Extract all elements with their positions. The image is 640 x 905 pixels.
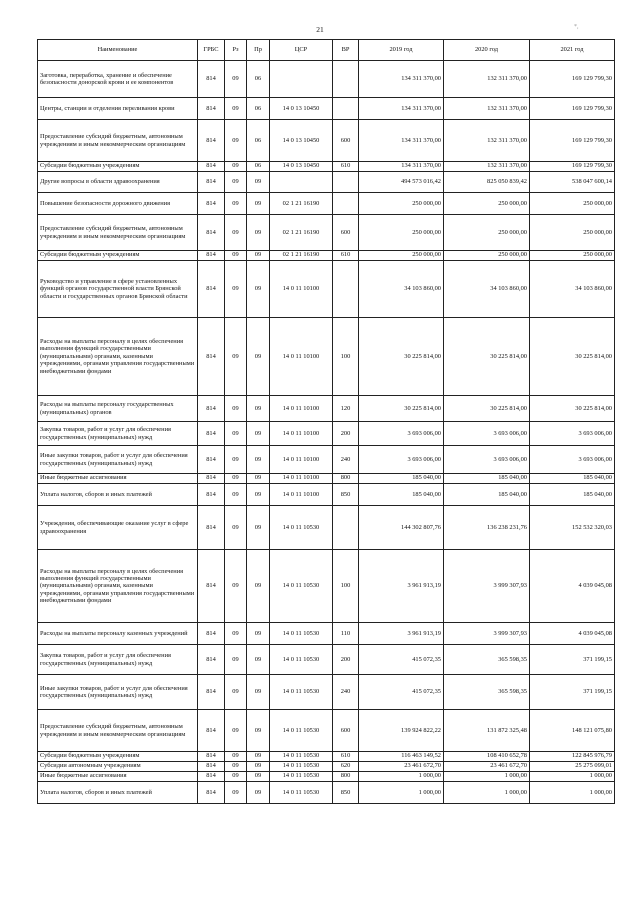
- cell-grbs: 814: [198, 484, 225, 506]
- cell-y2021: 1 000,00: [530, 772, 615, 782]
- cell-y2020: 250 000,00: [444, 193, 530, 215]
- cell-pr: 09: [247, 762, 270, 772]
- cell-y2021: 538 047 600,14: [530, 172, 615, 193]
- cell-rz: 09: [225, 710, 247, 752]
- cell-csr: 14 0 11 10100: [270, 422, 333, 446]
- table-row: [38, 710, 615, 752]
- cell-csr: 14 0 11 10530: [270, 675, 333, 710]
- cell-y2021: 169 129 799,30: [530, 120, 615, 162]
- cell-vr: 610: [333, 752, 359, 762]
- cell-pr: 06: [247, 162, 270, 172]
- cell-name: Иные бюджетные ассигнования: [38, 474, 198, 484]
- cell-y2020: 132 311 370,00: [444, 98, 530, 120]
- cell-rz: 09: [225, 645, 247, 675]
- cell-csr: 14 0 11 10100: [270, 396, 333, 422]
- cell-rz: 09: [225, 98, 247, 120]
- cell-name: Центры, станции и отделения переливания крови: [38, 98, 198, 120]
- cell-vr: [333, 61, 359, 98]
- table-row: [38, 172, 615, 193]
- cell-vr: 100: [333, 550, 359, 623]
- cell-y2021: 30 225 814,00: [530, 318, 615, 396]
- cell-name: Предоставление субсидий бюджетным, автономным учреждениям и иным некоммерческим организациям: [38, 215, 198, 251]
- cell-name: Уплата налогов, сборов и иных платежей: [38, 484, 198, 506]
- cell-y2021: 122 845 976,79: [530, 752, 615, 762]
- cell-rz: 09: [225, 623, 247, 645]
- cell-name: Субсидии автономным учреждениям: [38, 762, 198, 772]
- cell-y2020: 365 598,35: [444, 675, 530, 710]
- cell-y2020: 23 461 672,70: [444, 762, 530, 772]
- cell-name: Уплата налогов, сборов и иных платежей: [38, 782, 198, 804]
- cell-y2019: 116 463 149,52: [359, 752, 444, 762]
- cell-y2021: 1 000,00: [530, 782, 615, 804]
- table-row: [38, 762, 615, 772]
- cell-y2021: 250 000,00: [530, 193, 615, 215]
- table-row: [38, 162, 615, 172]
- cell-rz: 09: [225, 193, 247, 215]
- cell-y2021: 169 129 799,30: [530, 162, 615, 172]
- cell-vr: 200: [333, 645, 359, 675]
- cell-grbs: 814: [198, 446, 225, 474]
- cell-y2019: 134 311 370,00: [359, 162, 444, 172]
- cell-y2021: 185 040,00: [530, 484, 615, 506]
- header-2019: 2019 год: [359, 40, 444, 61]
- cell-y2020: 3 693 006,00: [444, 422, 530, 446]
- cell-rz: 09: [225, 61, 247, 98]
- cell-pr: 09: [247, 215, 270, 251]
- cell-grbs: 814: [198, 120, 225, 162]
- cell-pr: 09: [247, 645, 270, 675]
- cell-pr: 06: [247, 120, 270, 162]
- header-pr: Пр: [247, 40, 270, 61]
- table-row: [38, 752, 615, 762]
- cell-y2021: 250 000,00: [530, 251, 615, 261]
- cell-y2021: 3 693 006,00: [530, 446, 615, 474]
- cell-vr: 100: [333, 318, 359, 396]
- table-row: [38, 396, 615, 422]
- cell-pr: 09: [247, 752, 270, 762]
- cell-vr: 600: [333, 215, 359, 251]
- table-row: [38, 261, 615, 318]
- table-row: [38, 675, 615, 710]
- cell-rz: 09: [225, 261, 247, 318]
- cell-y2019: 23 461 672,70: [359, 762, 444, 772]
- cell-vr: [333, 98, 359, 120]
- cell-vr: 200: [333, 422, 359, 446]
- cell-rz: 09: [225, 162, 247, 172]
- table-row: [38, 772, 615, 782]
- cell-name: Учреждения, обеспечивающие оказание услуг в сфере здравоохранения: [38, 506, 198, 550]
- table-body: [38, 61, 615, 804]
- cell-y2020: 365 598,35: [444, 645, 530, 675]
- cell-grbs: 814: [198, 251, 225, 261]
- cell-y2020: 132 311 370,00: [444, 120, 530, 162]
- cell-rz: 09: [225, 172, 247, 193]
- cell-y2019: 3 693 006,00: [359, 446, 444, 474]
- cell-grbs: 814: [198, 422, 225, 446]
- cell-grbs: 814: [198, 762, 225, 772]
- cell-csr: [270, 172, 333, 193]
- cell-name: Предоставление субсидий бюджетным, автономным учреждениям и иным некоммерческим организациям: [38, 120, 198, 162]
- cell-y2020: 30 225 814,00: [444, 396, 530, 422]
- cell-csr: 14 0 11 10100: [270, 446, 333, 474]
- cell-y2019: 1 000,00: [359, 772, 444, 782]
- cell-y2019: 3 961 913,19: [359, 550, 444, 623]
- cell-y2019: 30 225 814,00: [359, 318, 444, 396]
- cell-y2020: 34 103 860,00: [444, 261, 530, 318]
- cell-name: Расходы на выплаты персоналу казенных учреждений: [38, 623, 198, 645]
- cell-pr: 09: [247, 484, 270, 506]
- cell-y2020: 185 040,00: [444, 484, 530, 506]
- cell-y2021: 152 532 320,03: [530, 506, 615, 550]
- cell-vr: 610: [333, 162, 359, 172]
- table-row: [38, 251, 615, 261]
- cell-csr: 02 1 21 16190: [270, 193, 333, 215]
- cell-pr: 09: [247, 446, 270, 474]
- cell-csr: 14 0 11 10530: [270, 710, 333, 752]
- cell-vr: 850: [333, 782, 359, 804]
- table-row: [38, 782, 615, 804]
- cell-csr: 14 0 11 10100: [270, 318, 333, 396]
- cell-y2021: 148 121 075,80: [530, 710, 615, 752]
- budget-table: [37, 39, 615, 804]
- table-row: [38, 98, 615, 120]
- cell-pr: 09: [247, 623, 270, 645]
- header-csr: ЦСР: [270, 40, 333, 61]
- cell-rz: 09: [225, 752, 247, 762]
- cell-vr: 110: [333, 623, 359, 645]
- table-row: [38, 474, 615, 484]
- cell-grbs: 814: [198, 396, 225, 422]
- cell-y2020: 825 050 839,42: [444, 172, 530, 193]
- cell-pr: 09: [247, 172, 270, 193]
- cell-y2021: 169 129 799,30: [530, 98, 615, 120]
- cell-pr: 09: [247, 782, 270, 804]
- cell-rz: 09: [225, 762, 247, 772]
- cell-y2019: 250 000,00: [359, 251, 444, 261]
- cell-y2020: 3 693 006,00: [444, 446, 530, 474]
- cell-csr: 14 0 11 10100: [270, 474, 333, 484]
- cell-y2020: 3 999 307,93: [444, 550, 530, 623]
- cell-csr: 14 0 11 10100: [270, 261, 333, 318]
- cell-name: Иные бюджетные ассигнования: [38, 772, 198, 782]
- cell-vr: 800: [333, 772, 359, 782]
- cell-y2019: 134 311 370,00: [359, 98, 444, 120]
- cell-y2020: 108 410 652,78: [444, 752, 530, 762]
- cell-y2019: 30 225 814,00: [359, 396, 444, 422]
- cell-pr: 09: [247, 422, 270, 446]
- cell-rz: 09: [225, 550, 247, 623]
- cell-name: Субсидии бюджетным учреждениям: [38, 162, 198, 172]
- table-row: [38, 120, 615, 162]
- header-rz: Рз: [225, 40, 247, 61]
- cell-y2020: 30 225 814,00: [444, 318, 530, 396]
- cell-grbs: 814: [198, 710, 225, 752]
- cell-grbs: 814: [198, 172, 225, 193]
- cell-vr: 600: [333, 710, 359, 752]
- cell-pr: 09: [247, 396, 270, 422]
- table-row: [38, 645, 615, 675]
- cell-grbs: 814: [198, 474, 225, 484]
- cell-name: Руководство и управление в сфере установленных функций органов государственной власти Брянской области и государственных органов Брянской области: [38, 261, 198, 318]
- cell-grbs: 814: [198, 752, 225, 762]
- cell-y2019: 415 072,35: [359, 645, 444, 675]
- cell-y2019: 250 000,00: [359, 215, 444, 251]
- cell-y2019: 3 693 006,00: [359, 422, 444, 446]
- cell-pr: 09: [247, 710, 270, 752]
- cell-csr: 14 0 11 10530: [270, 762, 333, 772]
- table-row: [38, 318, 615, 396]
- table-row: [38, 623, 615, 645]
- cell-grbs: 814: [198, 772, 225, 782]
- cell-y2020: 250 000,00: [444, 215, 530, 251]
- cell-grbs: 814: [198, 261, 225, 318]
- cell-csr: [270, 61, 333, 98]
- cell-vr: [333, 506, 359, 550]
- cell-vr: 850: [333, 484, 359, 506]
- cell-rz: 09: [225, 474, 247, 484]
- cell-name: Расходы на выплаты персоналу в целях обеспечения выполнения функций государственными (муниципальными) органами, казенными учреждениями, органами управления государственными внебюджетными фондами: [38, 550, 198, 623]
- cell-y2019: 34 103 860,00: [359, 261, 444, 318]
- cell-grbs: 814: [198, 645, 225, 675]
- cell-name: Иные закупки товаров, работ и услуг для обеспечения государственных (муниципальных) нужд: [38, 446, 198, 474]
- cell-y2019: 185 040,00: [359, 474, 444, 484]
- cell-y2021: 3 693 006,00: [530, 422, 615, 446]
- header-2020: 2020 год: [444, 40, 530, 61]
- cell-vr: 800: [333, 474, 359, 484]
- cell-rz: 09: [225, 215, 247, 251]
- table-row: [38, 193, 615, 215]
- cell-vr: 240: [333, 446, 359, 474]
- cell-y2021: 34 103 860,00: [530, 261, 615, 318]
- cell-grbs: 814: [198, 162, 225, 172]
- cell-y2019: 250 000,00: [359, 193, 444, 215]
- cell-grbs: 814: [198, 61, 225, 98]
- cell-y2020: 132 311 370,00: [444, 61, 530, 98]
- cell-pr: 09: [247, 550, 270, 623]
- cell-pr: 09: [247, 506, 270, 550]
- table-row: [38, 446, 615, 474]
- cell-csr: 02 1 21 16190: [270, 215, 333, 251]
- cell-y2019: 134 311 370,00: [359, 61, 444, 98]
- cell-rz: 09: [225, 446, 247, 474]
- cell-vr: 610: [333, 251, 359, 261]
- cell-y2021: 250 000,00: [530, 215, 615, 251]
- cell-grbs: 814: [198, 98, 225, 120]
- cell-csr: 14 0 11 10530: [270, 623, 333, 645]
- cell-vr: 620: [333, 762, 359, 772]
- cell-y2019: 134 311 370,00: [359, 120, 444, 162]
- cell-grbs: 814: [198, 215, 225, 251]
- cell-y2019: 3 961 913,19: [359, 623, 444, 645]
- cell-csr: 14 0 11 10530: [270, 550, 333, 623]
- cell-name: Предоставление субсидий бюджетным, автономным учреждениям и иным некоммерческим организациям: [38, 710, 198, 752]
- cell-name: Расходы на выплаты персоналу в целях обеспечения выполнения функций государственными (муниципальными) органами, казенными учреждениями, органами управления государственными внебюджетными фондами: [38, 318, 198, 396]
- cell-y2020: 3 999 307,93: [444, 623, 530, 645]
- cell-csr: 14 0 13 10450: [270, 98, 333, 120]
- cell-rz: 09: [225, 251, 247, 261]
- cell-grbs: 814: [198, 550, 225, 623]
- page-number: 21: [316, 25, 324, 34]
- cell-vr: [333, 261, 359, 318]
- cell-grbs: 814: [198, 782, 225, 804]
- cell-pr: 09: [247, 261, 270, 318]
- cell-y2021: 30 225 814,00: [530, 396, 615, 422]
- cell-grbs: 814: [198, 675, 225, 710]
- cell-name: Иные закупки товаров, работ и услуг для обеспечения государственных (муниципальных) нужд: [38, 675, 198, 710]
- cell-y2019: 415 072,35: [359, 675, 444, 710]
- cell-rz: 09: [225, 782, 247, 804]
- cell-pr: 06: [247, 61, 270, 98]
- cell-rz: 09: [225, 675, 247, 710]
- cell-rz: 09: [225, 506, 247, 550]
- cell-y2020: 1 000,00: [444, 772, 530, 782]
- cell-pr: 09: [247, 193, 270, 215]
- cell-csr: 14 0 11 10530: [270, 752, 333, 762]
- header-row: [38, 40, 615, 61]
- cell-y2019: 1 000,00: [359, 782, 444, 804]
- cell-pr: 06: [247, 98, 270, 120]
- cell-y2020: 136 238 231,76: [444, 506, 530, 550]
- header-vr: ВР: [333, 40, 359, 61]
- cell-csr: 14 0 11 10530: [270, 645, 333, 675]
- cell-y2021: 169 129 799,30: [530, 61, 615, 98]
- cell-grbs: 814: [198, 193, 225, 215]
- cell-y2020: 132 311 370,00: [444, 162, 530, 172]
- cell-vr: [333, 193, 359, 215]
- table-row: [38, 422, 615, 446]
- cell-pr: 09: [247, 675, 270, 710]
- cell-pr: 09: [247, 318, 270, 396]
- cell-name: Субсидии бюджетным учреждениям: [38, 752, 198, 762]
- cell-csr: 14 0 11 10100: [270, 484, 333, 506]
- cell-vr: 120: [333, 396, 359, 422]
- cell-y2020: 1 000,00: [444, 782, 530, 804]
- cell-y2021: 4 039 045,08: [530, 550, 615, 623]
- header-name: Наименование: [38, 40, 198, 61]
- cell-csr: 14 0 11 10530: [270, 782, 333, 804]
- cell-name: Закупка товаров, работ и услуг для обеспечения государственных (муниципальных) нужд: [38, 422, 198, 446]
- cell-vr: 240: [333, 675, 359, 710]
- cell-rz: 09: [225, 318, 247, 396]
- cell-name: Заготовка, переработка, хранение и обеспечение безопасности донорской крови и ее компонентов: [38, 61, 198, 98]
- header-grbs: ГРБС: [198, 40, 225, 61]
- cell-grbs: 814: [198, 506, 225, 550]
- cell-vr: [333, 172, 359, 193]
- cell-grbs: 814: [198, 318, 225, 396]
- cell-rz: 09: [225, 484, 247, 506]
- cell-name: Закупка товаров, работ и услуг для обеспечения государственных (муниципальных) нужд: [38, 645, 198, 675]
- table-row: [38, 550, 615, 623]
- cell-pr: 09: [247, 772, 270, 782]
- cell-csr: 14 0 11 10530: [270, 772, 333, 782]
- cell-csr: 14 0 11 10530: [270, 506, 333, 550]
- table-row: [38, 61, 615, 98]
- cell-csr: 02 1 21 16190: [270, 251, 333, 261]
- cell-y2021: 4 039 045,08: [530, 623, 615, 645]
- table-row: [38, 506, 615, 550]
- cell-name: Субсидии бюджетным учреждениям: [38, 251, 198, 261]
- cell-csr: 14 0 13 10450: [270, 162, 333, 172]
- cell-name: Другие вопросы в области здравоохранения: [38, 172, 198, 193]
- cell-y2019: 144 302 807,76: [359, 506, 444, 550]
- cell-vr: 600: [333, 120, 359, 162]
- cell-y2021: 371 199,15: [530, 645, 615, 675]
- cell-grbs: 814: [198, 623, 225, 645]
- table-row: [38, 215, 615, 251]
- scan-mark: *,: [574, 24, 579, 30]
- cell-y2021: 25 275 099,01: [530, 762, 615, 772]
- header-2021: 2021 год: [530, 40, 615, 61]
- cell-y2019: 494 573 016,42: [359, 172, 444, 193]
- cell-y2019: 139 924 822,22: [359, 710, 444, 752]
- cell-y2021: 371 199,15: [530, 675, 615, 710]
- cell-y2021: 185 040,00: [530, 474, 615, 484]
- cell-name: Повышение безопасности дорожного движения: [38, 193, 198, 215]
- cell-y2020: 131 872 325,48: [444, 710, 530, 752]
- cell-y2019: 185 040,00: [359, 484, 444, 506]
- cell-pr: 09: [247, 474, 270, 484]
- cell-rz: 09: [225, 772, 247, 782]
- cell-csr: 14 0 13 10450: [270, 120, 333, 162]
- cell-y2020: 185 040,00: [444, 474, 530, 484]
- cell-name: Расходы на выплаты персоналу государственных (муниципальных) органов: [38, 396, 198, 422]
- cell-rz: 09: [225, 422, 247, 446]
- cell-pr: 09: [247, 251, 270, 261]
- cell-rz: 09: [225, 120, 247, 162]
- cell-y2020: 250 000,00: [444, 251, 530, 261]
- table-row: [38, 484, 615, 506]
- cell-rz: 09: [225, 396, 247, 422]
